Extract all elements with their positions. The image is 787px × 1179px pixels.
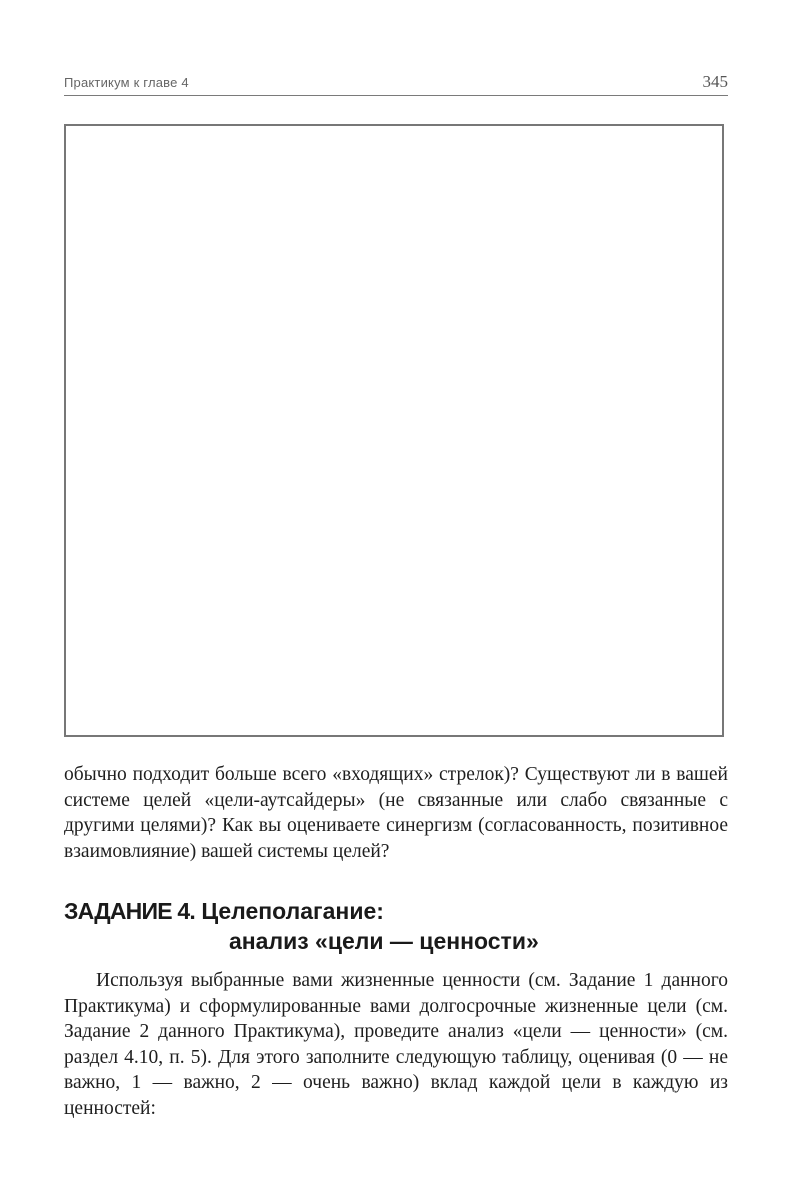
task-title-line1: Целеполагание:: [201, 898, 384, 924]
task-title-line2: анализ «цели — ценности»: [229, 928, 539, 954]
running-title: Практикум к главе 4: [64, 75, 189, 90]
task-heading-line1: [64, 896, 728, 926]
header-rule: [64, 95, 728, 96]
task-heading: [64, 896, 728, 956]
answer-box: [64, 124, 724, 737]
task-label: ЗАДАНИЕ 4.: [64, 898, 195, 924]
continuation-paragraph: обычно подходит больше всего «входящих» стрелок)? Существуют ли в вашей системе целей «цели-аутсайдеры» (не связанные или слабо связанные с другими целями)? Как вы оцениваете синергизм (согласованность, позитивное взаимовлияние) вашей системы целей?: [64, 764, 728, 862]
running-header: [64, 72, 728, 96]
page-number: 345: [702, 72, 728, 91]
task-paragraph: Используя выбранные вами жизненные ценности (см. Задание 1 данного Практикума) и сформулированные вами долгосрочные жизненные цели (см. Задание 2 данного Практикума), проведите анализ «цели — ценности» (см. раздел 4.10, п. 5). Для этого заполните следующую таблицу, оценивая (0 — не важно, 1 — важно, 2 — очень важно) вклад каждой цели в каждую из ценностей:: [64, 970, 728, 1119]
